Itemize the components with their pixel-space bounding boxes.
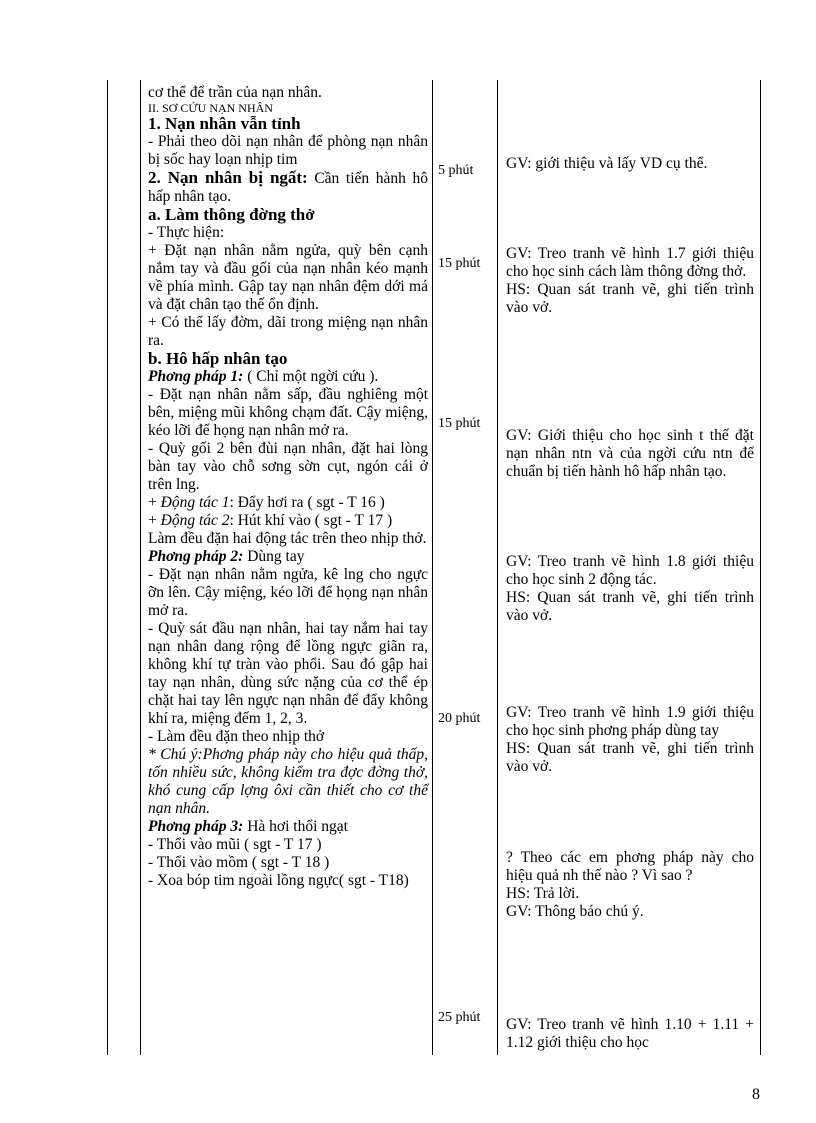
content-column [148,84,428,890]
text-run: Dùng tay [243,548,305,565]
content-paragraph: Làm đều đặn hai động tác trên theo nhịp thở. [148,530,427,547]
text-run: Hà hơi thổi ngạt [243,818,348,835]
text-run: + [148,494,161,511]
table-border-right [760,80,761,1055]
content-paragraph: b. Hô hấp nhân tạo [148,349,288,368]
content-paragraph: 1. Nạn nhân vẫn tỉnh [148,114,301,133]
content-paragraph [148,368,428,386]
content-paragraph: - Thổi vào mũi ( sgt - T 17 ) [148,836,322,853]
activity-cell: GV: giới thiệu và lấy VD cụ thể. [506,155,708,172]
content-paragraph [148,169,428,206]
text-run: ( Chỉ một ngời cứu ). [243,368,379,385]
text-run: : Đẩy hơi ra ( sgt - T 16 ) [229,494,385,511]
table-border-col1 [140,80,141,1055]
activity-cell: GV: Giới thiệu cho học sinh t thế đặt nạn nhân ntn và của ngời cứu ntn để chuẩn bị tiến hành hô hấp nhân tạo. [506,427,754,480]
content-paragraph: - Xoa bóp tim ngoài lồng ngực( sgt - T18) [148,872,409,889]
table-border-left [107,80,108,1055]
content-paragraph: + Đặt nạn nhân nằm ngửa, quỳ bên cạnh nắm tay và đầu gối của nạn nhân kéo mạnh về phía mình. Gập tay nạn nhân đệm dới má và đặt chân tạo thế ổn định. [148,242,428,313]
text-run: Phơng pháp 2: [148,548,244,565]
time-cell: 15 phút [438,416,481,431]
page-number: 8 [752,1086,760,1103]
text-run: Động tác 1 [160,494,230,511]
content-paragraph: - Phải theo dõi nạn nhân để phòng nạn nhân bị sốc hay loạn nhịp tim [148,133,428,168]
activity-cell: ? Theo các em phơng pháp này cho hiệu quả nh thế nào ? Vì sao ? HS: Trả lời. GV: Thông báo chú ý. [506,849,754,920]
content-paragraph: - Đặt nạn nhân nằm sấp, đầu nghiêng một bên, miệng mũi không chạm đất. Cậy miệng, kéo lỡi để họng nạn nhân mở ra. [148,386,428,439]
text-run: + [148,512,161,529]
content-paragraph [148,818,428,836]
content-paragraph: - Thực hiện: [148,224,225,241]
content-paragraph: a. Làm thông đờng thở [148,205,315,224]
time-cell: 5 phút [438,163,474,178]
time-column [438,0,498,1123]
content-paragraph: + Có thể lấy đờm, dãi trong miệng nạn nhân ra. [148,314,428,349]
content-paragraph: - Làm đều đặn theo nhịp thở [148,728,325,745]
content-paragraph: cơ thể để trần của nạn nhân. [148,84,322,101]
content-paragraph [148,494,428,512]
content-paragraph: - Quỳ sát đầu nạn nhân, hai tay nắm hai tay nạn nhân dang rộng để lồng ngực giãn ra, không khí tự tràn vào phổi. Sau đó gập hai tay nạn nhân, dùng sức nặng của cơ thể ép chặt hai tay lên ngực nạn nhân để đẩy không khí ra, miệng đếm 1, 2, 3. [148,620,428,727]
activity-cell: GV: Treo tranh vẽ hình 1.7 giới thiệu cho học sinh cách làm thông đờng thở. HS: Quan sát tranh vẽ, ghi tiến trình vào vở. [506,245,754,316]
time-cell: 25 phút [438,1010,481,1025]
text-run: Cần tiến hành hô hấp nhân tạo. [148,170,428,205]
content-paragraph: II. SƠ CỨU NẠN NHÂN [148,101,273,115]
content-paragraph: - Quỳ gối 2 bên đùi nạn nhân, đặt hai lòng bàn tay vào chỗ sơng sờn cụt, ngón cái ở trên lng. [148,440,428,493]
text-run: Động tác 2 [160,512,230,529]
text-run: Phơng pháp 3: [148,818,244,835]
content-paragraph: - Thổi vào mồm ( sgt - T 18 ) [148,854,330,871]
time-cell: 20 phút [438,711,481,726]
content-paragraph [148,548,428,566]
text-run: : Hút khí vào ( sgt - T 17 ) [229,512,393,529]
text-run: 2. Nạn nhân bị ngất: [148,168,308,187]
table-border-col2 [432,80,433,1055]
activity-cell: GV: Treo tranh vẽ hình 1.9 giới thiệu cho học sinh phơng pháp dùng tay HS: Quan sát tranh vẽ, ghi tiến trình vào vở. [506,704,754,775]
activity-cell: GV: Treo tranh vẽ hình 1.8 giới thiệu cho học sinh 2 động tác. HS: Quan sát tranh vẽ, ghi tiến trình vào vở. [506,553,754,624]
activity-column [506,0,754,1123]
content-paragraph: * Chú ý:Phơng pháp này cho hiệu quả thấp, tốn nhiều sức, không kiểm tra đợc đờng thở, khó cung cấp lợng ôxi cần thiết cho cơ thể nạn nhân. [148,746,428,817]
time-cell: 15 phút [438,256,481,271]
content-paragraph [148,512,428,530]
content-paragraph: - Đặt nạn nhân nằm ngửa, kê lng cho ngực ỡn lên. Cậy miệng, kéo lỡi để họng nạn nhân mở ra. [148,566,428,619]
text-run: Phơng pháp 1: [148,368,244,385]
activity-cell: GV: Treo tranh vẽ hình 1.10 + 1.11 + 1.12 giới thiệu cho học [506,1016,754,1051]
